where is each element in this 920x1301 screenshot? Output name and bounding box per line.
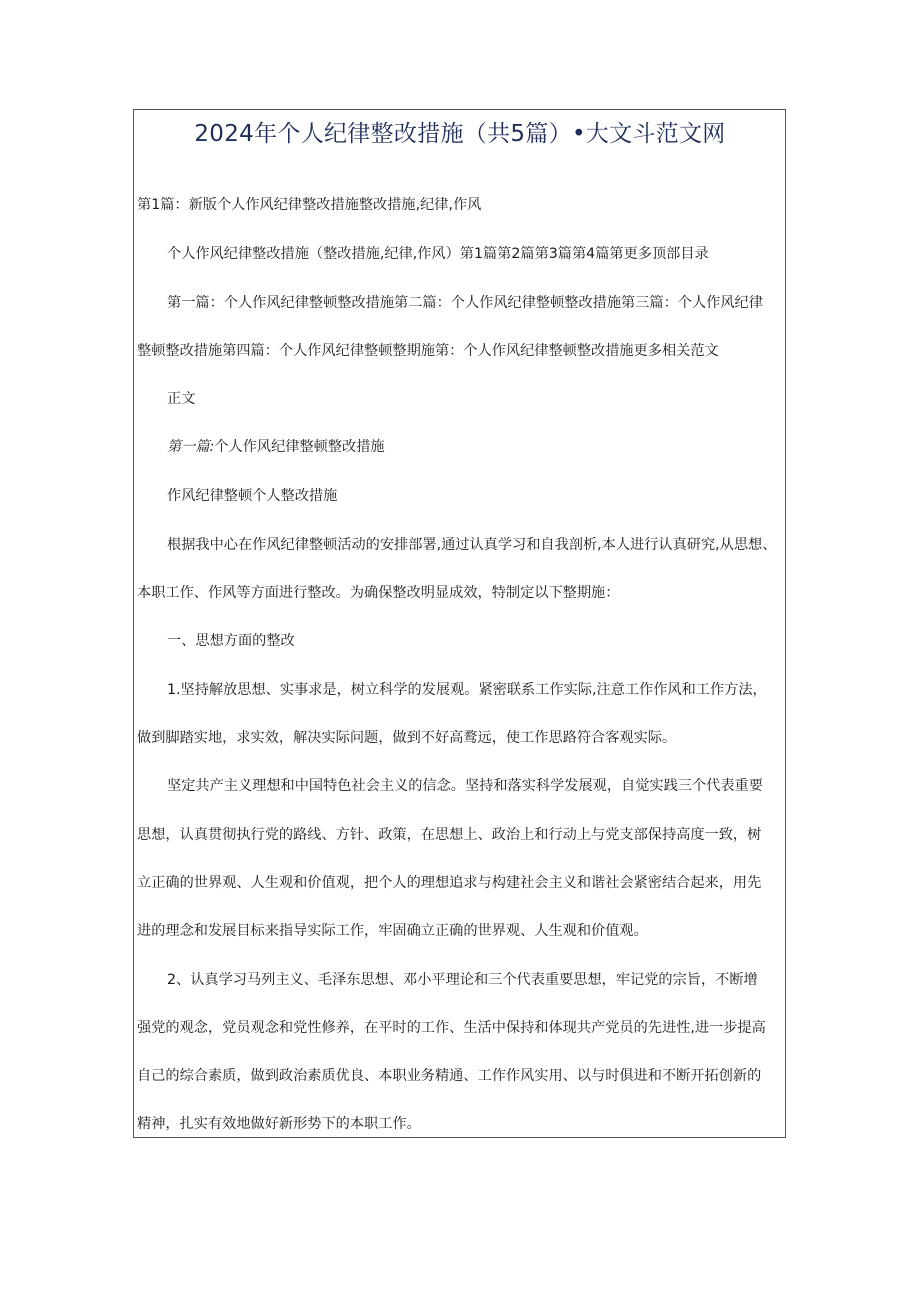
section-label: 正文	[167, 391, 196, 407]
paragraph-line: 根据我中心在作风纪律整顿活动的安排部署,通过认真学习和自我剖析,本人进行认真研究,从思想、	[167, 537, 777, 553]
paragraph-line: 立正确的世界观、人生观和价值观，把个人的理想追求与构建社会主义和谐社会紧密结合起来，用先	[137, 875, 762, 891]
section-heading	[167, 437, 385, 457]
paragraph-line: 进的理念和发展目标来指导实际工作，牢固确立正确的世界观、人生观和价值观。	[137, 923, 648, 939]
paragraph-line: 强党的观念，党员观念和党性修养，在平时的工作、生活中保持和体现共产党员的先进性,进一步提高	[137, 1020, 766, 1036]
paragraph-line: 第一篇：个人作风纪律整顿整改措施第二篇：个人作风纪律整顿整改措施第三篇：个人作风纪律	[167, 295, 763, 311]
paragraph-line: 精神，扎实有效地做好新形势下的本职工作。	[137, 1116, 421, 1132]
paragraph-line: 个人作风纪律整改措施（整改措施,纪律,作风）第1篇第2篇第3篇第4篇第更多顶部目录	[167, 246, 709, 262]
sub-heading: 一、思想方面的整改	[167, 633, 295, 649]
sub-heading: 作风纪律整顿个人整改措施	[167, 488, 338, 504]
document-title: 2024年个人纪律整改措施（共5篇）•大文斗范文网	[194, 121, 726, 147]
paragraph-line: 2、认真学习马列主义、毛泽东思想、邓小平理论和三个代表重要思想，牢记党的宗旨，不断增	[167, 972, 758, 988]
paragraph-line: 思想，认真贯彻执行党的路线、方针、政策，在思想上、政治上和行动上与党支部保持高度一致，树	[137, 827, 762, 843]
section-heading-prefix: 第一篇:	[167, 439, 215, 455]
paragraph-line: 整顿整改措施第四篇：个人作风纪律整顿整期施第：个人作风纪律整顿整改措施更多相关范文	[137, 343, 719, 359]
paragraph-line: 1.坚持解放思想、实事求是，树立科学的发展观。紧密联系工作实际,注意工作作风和工作方法，	[167, 682, 767, 698]
paragraph-line: 做到脚踏实地，求实效，解决实际问题，做到不好高鹜远，使工作思路符合客观实际。	[137, 730, 677, 746]
paragraph-line: 本职工作、作风等方面进行整改。为确保整改明显成效，特制定以下整期施：	[137, 585, 620, 601]
paragraph-line: 坚定共产主义理想和中国特色社会主义的信念。坚持和落实科学发展观，自觉实践三个代表重要	[167, 778, 763, 794]
chapter-heading: 第1篇：新版个人作风纪律整改措施整改措施,纪律,作风	[137, 197, 482, 213]
section-heading-text: 个人作风纪律整顿整改措施	[214, 439, 385, 455]
paragraph-line: 自己的综合素质，做到政治素质优良、本职业务精通、工作作风实用、以与时俱进和不断开拓创新的	[137, 1068, 762, 1084]
